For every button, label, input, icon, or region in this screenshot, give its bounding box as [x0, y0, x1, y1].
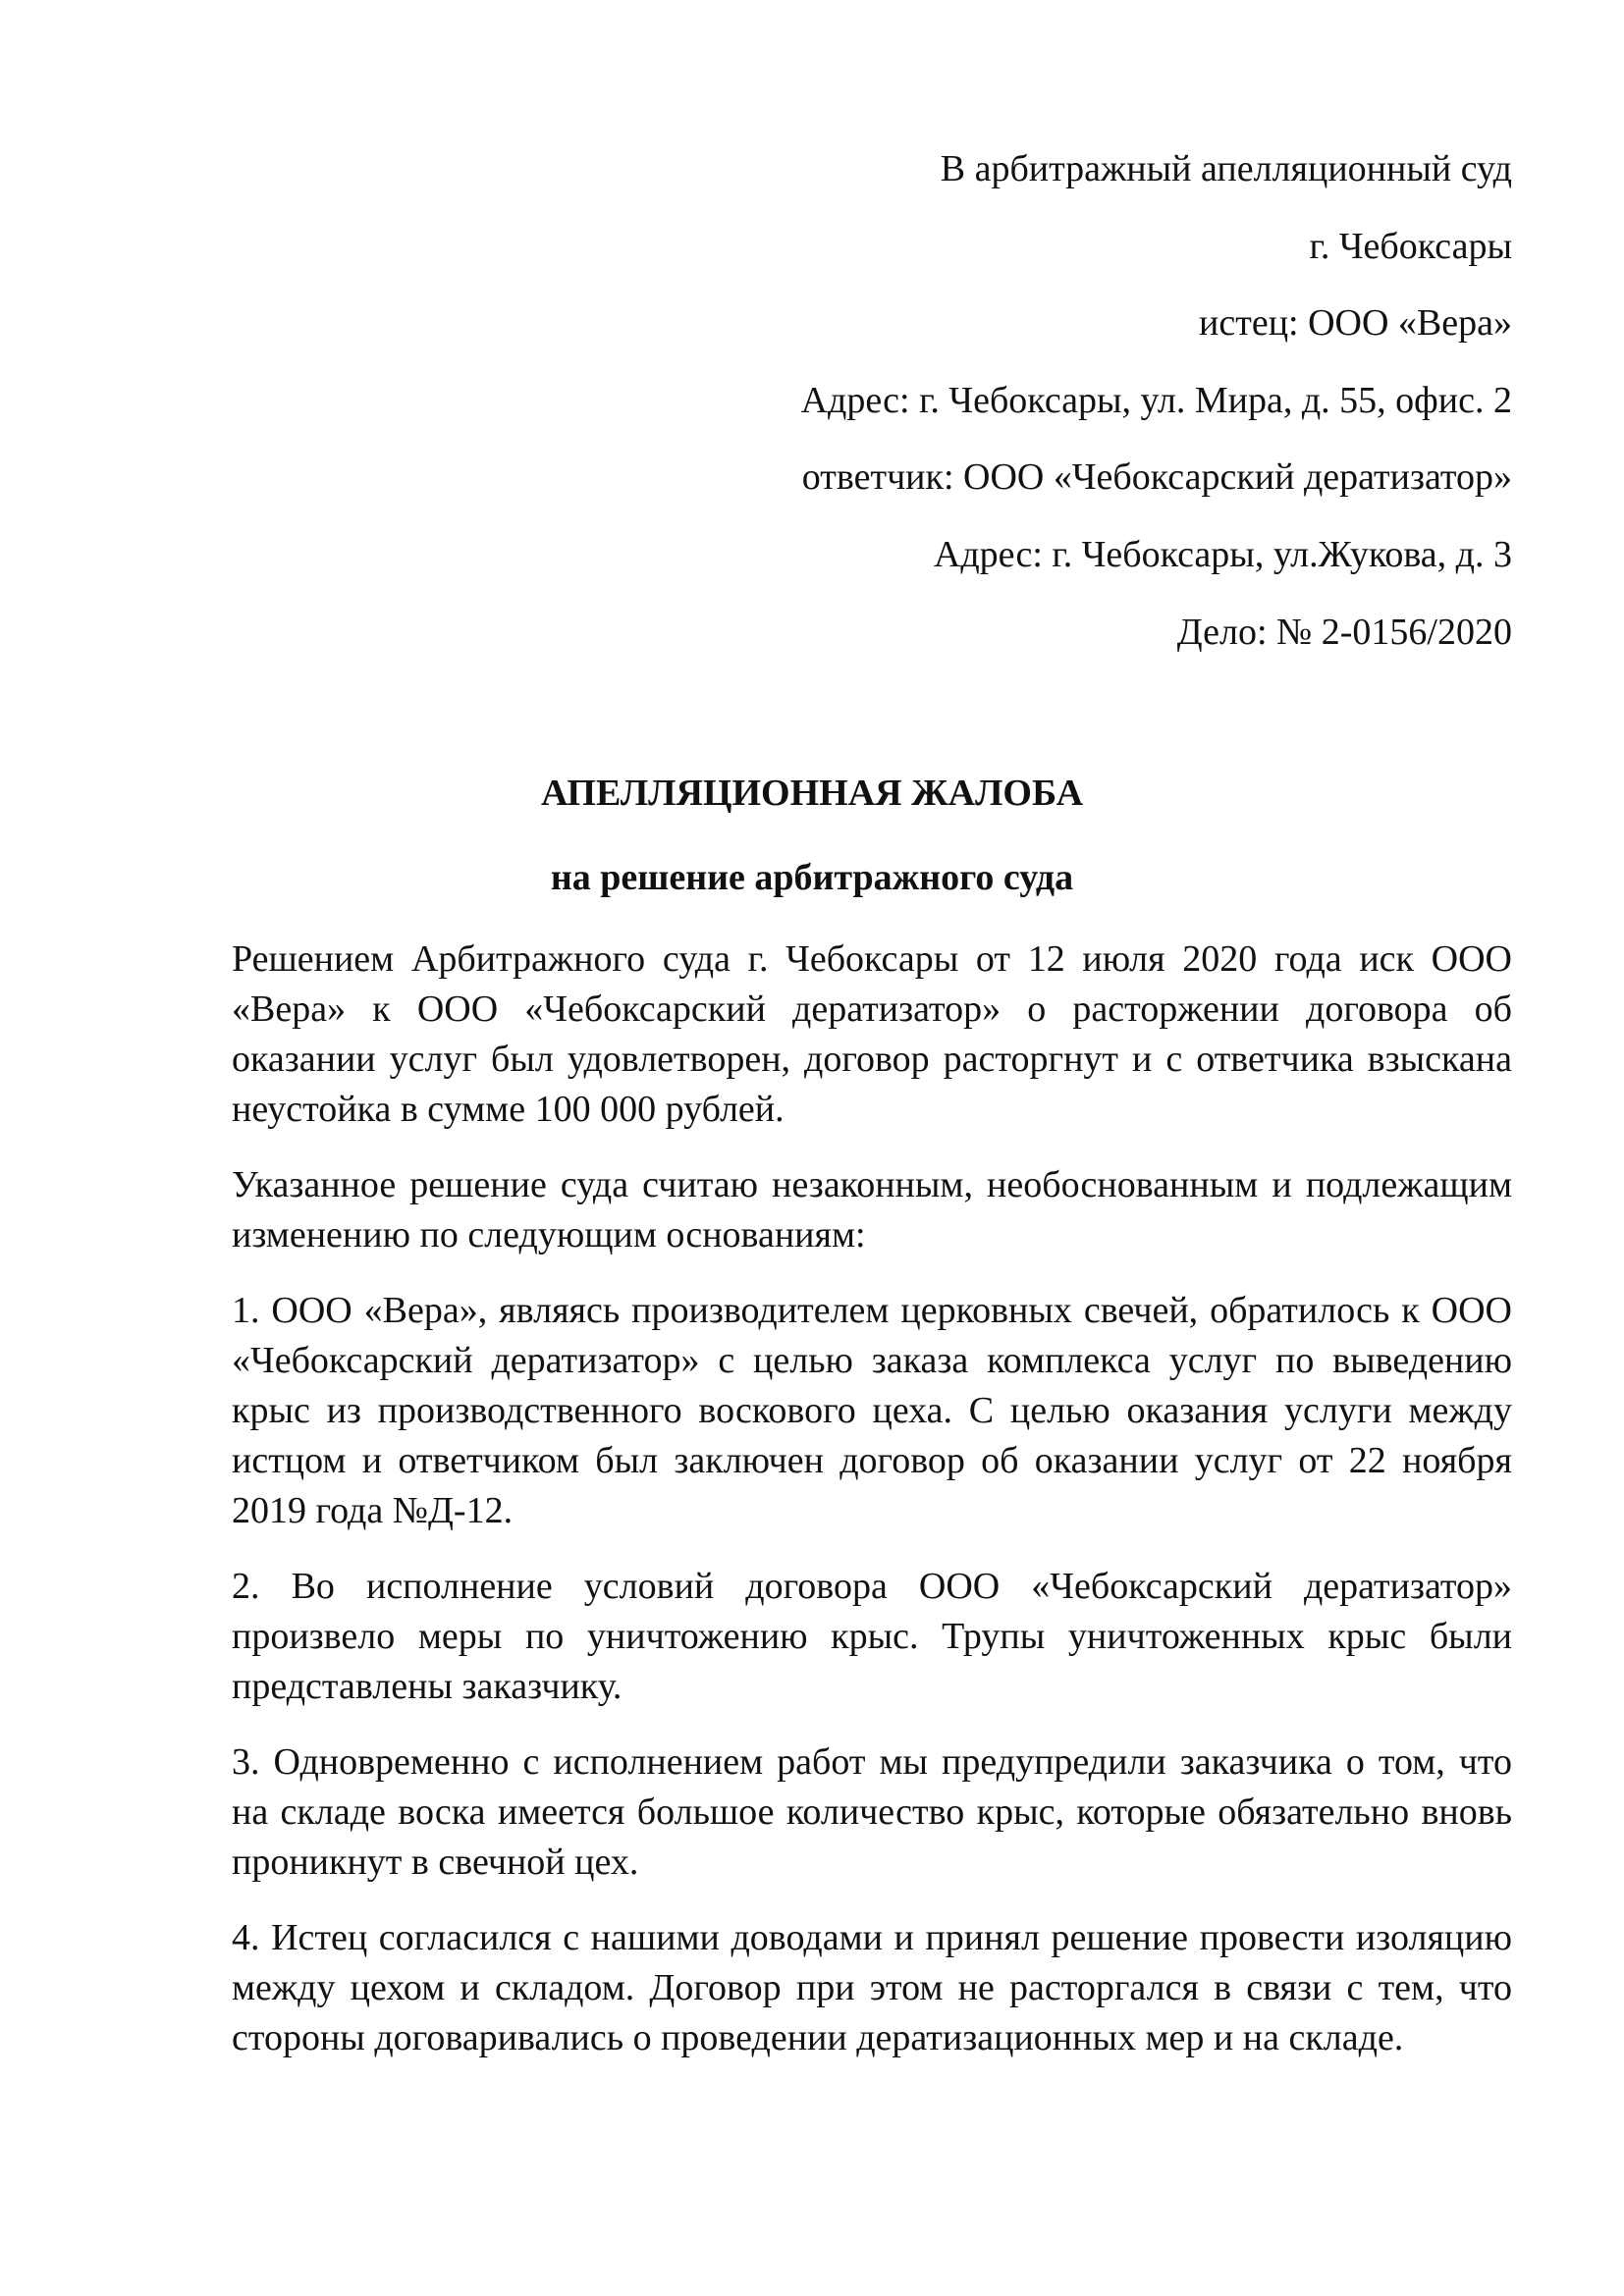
- case-number: Дело: № 2-0156/2020: [1176, 611, 1512, 653]
- addressee-block: [628, 147, 1512, 687]
- paragraph-decision: Решением Арбитражного суда г. Чебоксары от 12 июля 2020 года иск ООО «Вера» к ООО «Чебоксарский дератизатор» о расторжении договора об оказании услуг был удовлетворен, договор расторгнут и с ответчика взыскана неустойка в сумме 100 000 рублей.: [232, 938, 1512, 1130]
- court-name: В арбитражный апелляционный суд: [940, 148, 1512, 189]
- defendant-name: ответчик: ООО «Чебоксарский дератизатор»: [801, 456, 1512, 499]
- paragraph-grounds-intro: Указанное решение суда считаю незаконным, необоснованным и подлежащим изменению по следующим основаниям:: [232, 1164, 1512, 1255]
- paragraph-point-1: 1. ООО «Вера», являясь производителем церковных свечей, обратилось к ООО «Чебоксарский дератизатор» с целью заказа комплекса услуг по выведению крыс из производственного воскового цеха. С целью оказания услуги между истцом и ответчиком был заключен договор об оказании услуг от 22 ноября 2019 года №Д-12.: [232, 1290, 1512, 1531]
- paragraph-point-3: 3. Одновременно с исполнением работ мы предупредили заказчика о том, что на складе воска имеется большое количество крыс, которые обязательно вновь проникнут в свечной цех.: [232, 1741, 1512, 1883]
- paragraph-point-2: 2. Во исполнение условий договора ООО «Чебоксарский дератизатор» произвело меры по уничтожению крыс. Трупы уничтоженных крыс были представлены заказчику.: [232, 1566, 1512, 1707]
- paragraph-point-4: 4. Истец согласился с нашими доводами и принял решение провести изоляцию между цехом и складом. Договор при этом не расторгался в связи с тем, что стороны договаривались о проведении дератизационных мер и на складе.: [232, 1917, 1512, 2058]
- document-title: АПЕЛЛЯЦИОННАЯ ЖАЛОБА: [540, 773, 1084, 814]
- defendant-address: Адрес: г. Чебоксары, ул.Жукова, д. 3: [933, 533, 1512, 575]
- court-city: г. Чебоксары: [1309, 225, 1512, 267]
- plaintiff-name: истец: ООО «Вера»: [1199, 302, 1512, 345]
- plaintiff-address: Адрес: г. Чебоксары, ул. Мира, д. 55, офис. 2: [800, 379, 1512, 421]
- document-subtitle: на решение арбитражного суда: [550, 857, 1074, 898]
- document-body: [232, 934, 1512, 2089]
